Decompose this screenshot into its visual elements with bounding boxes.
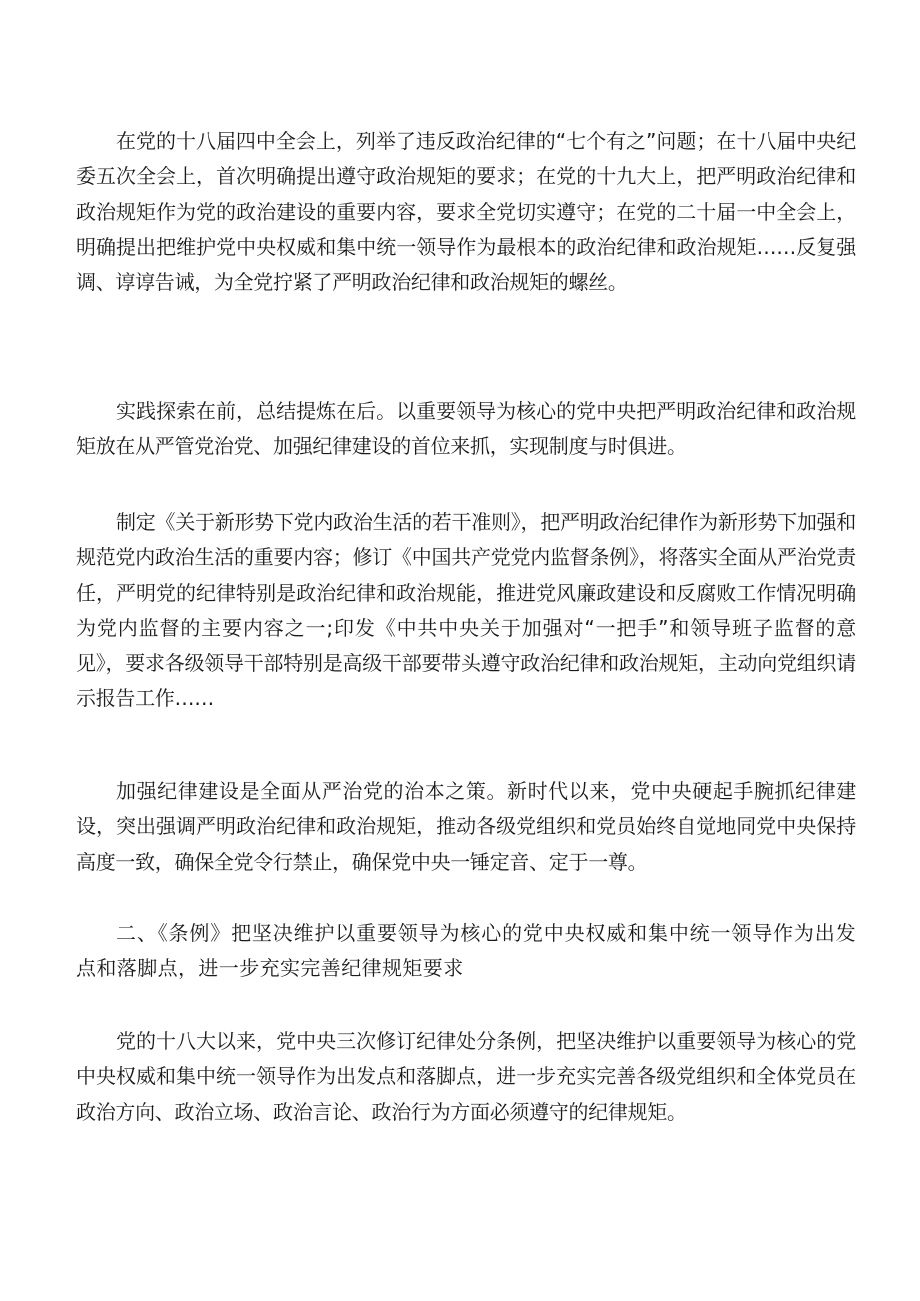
section-heading-two: 二、《条例》把坚决维护以重要领导为核心的党中央权威和集中统一领导作为出发点和落脚点，进一步充实完善纪律规矩要求 — [76, 921, 856, 981]
paragraph-discipline-building: 加强纪律建设是全面从严治党的治本之策。新时代以来，党中央硬起手腕抓纪律建设，突出强调严明政治纪律和政治规矩，推动各级党组织和党员始终自觉地同党中央保持高度一致，确保全党令行禁止，确保党中央一锤定音、定于一尊。 — [76, 779, 856, 874]
paragraph-party-plenary-sessions: 在党的十八届四中全会上，列举了违反政治纪律的“七个有之”问题；在十八届中央纪委五次全会上，首次明确提出遵守政治规矩的要求；在党的十九大上，把严明政治纪律和政治规矩作为党的政治建设的重要内容，要求全党切实遵守；在党的二十届一中全会上，明确提出把维护党中央权威和集中统一领导作为最根本的政治纪律和政治规矩……反复强调、谆谆告诫，为全党拧紧了严明政治纪律和政治规矩的螺丝。 — [76, 129, 856, 295]
paragraph-regulations-formulated: 制定《关于新形势下党内政治生活的若干准则》，把严明政治纪律作为新形势下加强和规范党内政治生活的重要内容；修订《中国共产党党内监督条例》，将落实全面从严治党责任，严明党的纪律特别是政治纪律和政治规能，推进党风廉政建设和反腐败工作情况明确为党内监督的主要内容之一;印发《中共中央关于加强对“一把手”和领导班子监督的意见》，要求各级领导干部特别是高级干部要带头遵守政治纪律和政治规矩，主动向党组织请示报告工作…… — [76, 510, 856, 711]
paragraph-practice-exploration: 实践探索在前，总结提炼在后。以重要领导为核心的党中央把严明政治纪律和政治规矩放在从严管党治党、加强纪律建设的首位来抓，实现制度与时俱进。 — [76, 399, 856, 459]
paragraph-three-revisions: 党的十八大以来，党中央三次修订纪律处分条例，把坚决维护以重要领导为核心的党中央权威和集中统一领导作为出发点和落脚点，进一步充实完善各级党组织和全体党员在政治方向、政治立场、政治言论、政治行为方面必须遵守的纪律规矩。 — [76, 1029, 856, 1124]
